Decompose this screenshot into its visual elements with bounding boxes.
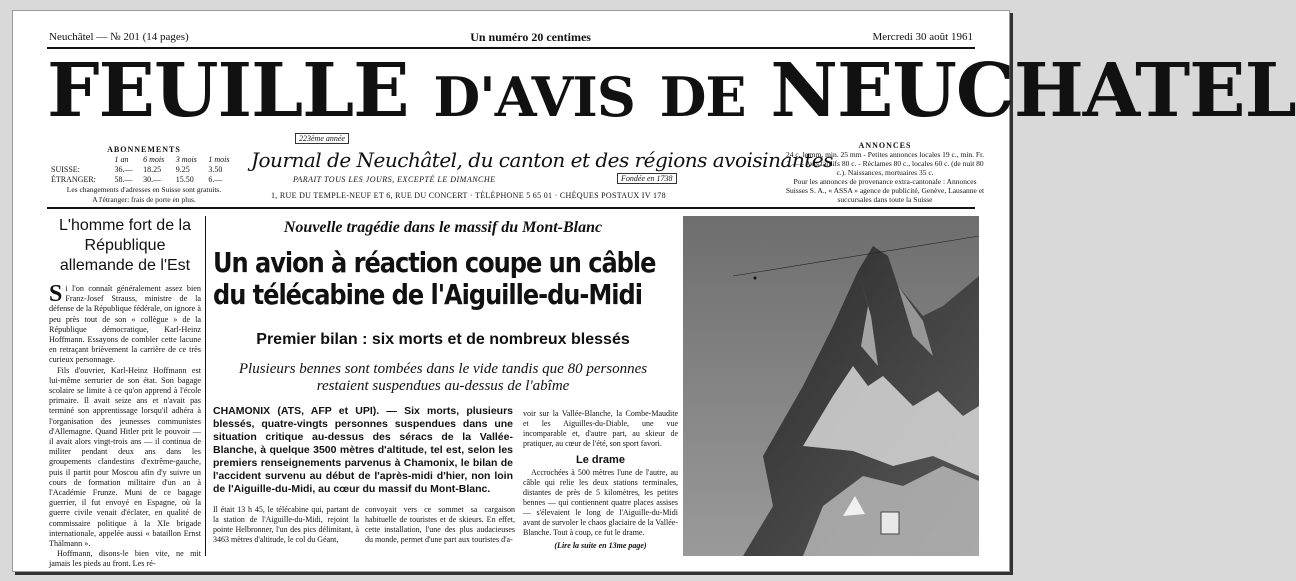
column-3-paragraph: Accrochées à 500 mètres l'une de l'autre, au câble qui relie les deux stations terminales, distantes de près de 5 kilomètres, les petites bennes — qui contiennent quatre places assises — s'élevaient le long de l'Aiguille-du-Midi avant de survoler le chaos glaciaire de la Vallée-Blanche. Tout à coup, ce fut le drame. [523, 468, 678, 537]
title-word-3: DE [659, 65, 746, 129]
column-divider [205, 216, 206, 556]
mountain-photo [683, 216, 979, 556]
left-article-paragraph: Hoffmann, disons-le bien vite, ne mit jamais les pieds au front. Les ré- [49, 549, 201, 569]
main-article-headline [213, 246, 656, 311]
table-cell: 6.— [208, 175, 223, 184]
left-article-body [49, 281, 201, 570]
subscriptions-header-row [49, 155, 239, 165]
drop-cap: S [49, 281, 63, 307]
subscriptions-table [49, 155, 239, 185]
main-article-kicker: Nouvelle tragédie dans le massif du Mont-Blanc [283, 219, 603, 236]
subscriptions-note-2: A l'étranger: frais de porte en plus. [92, 195, 196, 204]
publication-schedule: PARAIT TOUS LES JOURS, EXCEPTÉ LE DIMANCHE [293, 175, 496, 184]
mountain-photo-image [683, 216, 979, 556]
main-article-column-3 [523, 409, 678, 551]
table-cell: SUISSE: [51, 165, 80, 174]
newspaper-page [12, 10, 1296, 572]
table-cell: 30.— [143, 175, 162, 184]
price-info: Un numéro 20 centimes [470, 29, 591, 44]
headline-line-2: du télécabine de l'Aiguille-du-Midi [213, 278, 642, 311]
main-article-deck: Premier bilan : six morts et de nombreux blessés [256, 331, 630, 348]
newspaper-subtitle: Journal de Neuchâtel, du canton et des régions avoisinantes [251, 148, 833, 172]
main-article-column-1: Il était 13 h 45, le télécabine qui, partant de la station de l'Aiguille-du-Midi, rejoint la pointe Helbronner, l'un des pics délimitant, à 3463 mètres d'altitude, le col du Géant, [213, 505, 359, 544]
left-article-paragraph: i l'on connaît généralement assez bien Franz-Josef Strauss, ministre de la défense de la République fédérale, on ignore à peu près tout de son « collègue » de la République démocratique, Karl-Heinz Hoffmann. Essayons de combler cette lacune en retraçant brièvement la carrière de ce très curieux personnage. [49, 284, 201, 365]
title-word-1: FEUILLE [47, 48, 409, 134]
subscriptions-title: ABONNEMENTS [107, 145, 181, 154]
title-word-4: NEUCHATEL [770, 48, 1296, 134]
table-cell: 3.50 [208, 165, 223, 174]
ads-title: ANNONCES [858, 141, 912, 150]
ads-rates-box [785, 141, 985, 204]
table-cell: ÉTRANGER: [51, 175, 96, 184]
table-header: 3 mois [175, 155, 197, 164]
continued-link[interactable]: (Lire la suite en 13me page) [554, 541, 647, 550]
column-3-paragraph: voir sur la Vallée-Blanche, la Combe-Maudite et les Aiguilles-du-Diable, une vue incomparable et, d'autre part, au skieur de pratiquer, au cœur de l'été, son sport favori. [523, 409, 678, 448]
left-article-headline: L'homme fort de la République allemande de l'Est [58, 217, 191, 274]
main-article-subhead: Le drame [576, 454, 625, 466]
masthead [47, 48, 1296, 143]
table-header [49, 155, 113, 165]
left-article-paragraph: Fils d'ouvrier, Karl-Heinz Hoffmann est lui-même serrurier de son état. Son bagage scolaire se limite à ce qu'on apprend à l'école primaire. Il avait seize ans et n'avait pas terminé son apprentissage lorsqu'il adhéra à l'organisation des jeunesses communistes d'Allemagne. Quand Hitler prit le pouvoir — il avait alors vingt-trois ans — il continua de militer pendant deux ans dans les groupements clandestins d'extrême-gauche, puis il partit pour Moscou afin d'y suivre un cours de formation militaire d'un an à l'Académie Frunze. Muni de ce bagage guerrier, il fut envoyé en Espagne, où la guerre civile venait d'éclater, en qualité de commissaire politique à la XIe brigade internationale, appelée aussi « bataillon Ernst Thälmann ». [49, 365, 201, 549]
left-article [49, 216, 201, 569]
date-info: Mercredi 30 août 1961 [872, 31, 973, 43]
table-cell: 58.— [114, 175, 133, 184]
table-cell: 9.25 [175, 165, 190, 174]
table-cell: 15.50 [175, 175, 194, 184]
main-article-lead: CHAMONIX (ATS, AFP et UPI). — Six morts, plusieurs blessés, quatre-vingts personnes suspendues dans une situation critique au-dessus des séracs de la Vallée-Blanche, à quelque 3500 mètres d'altitude, tel est, selon les premiers renseignements parvenus à Chamonix, le bilan de l'accident survenu au début de l'après-midi d'hier, non loin de l'Aiguille-du-Midi, au cœur du massif du Mont-Blanc. [213, 405, 513, 495]
title-word-2: D'AVIS [433, 65, 635, 129]
ads-agency-text: Pour les annonces de provenance extra-cantonale : Annonces Suisses S. A., « ASSA » agence de publicité, Genève, Lausanne et succursales dans toute la Suisse [785, 177, 985, 204]
table-cell: 18.25 [143, 165, 162, 174]
ads-rates-text: 24 c. le mm, min. 25 mm - Petites annonces locales 19 c., min. Fr. 2.— - Avis tardifs 80 c. - Réclames 80 c., locales 60 c. (de nuit 80 c.). Naissances, mortuaires 35 c. [785, 150, 985, 177]
main-article-subdeck: Plusieurs bennes sont tombées dans le vide tandis que 80 personnes restaient suspendues au-dessus de l'abîme [238, 361, 648, 394]
top-info-strip [49, 29, 973, 45]
address-line: 1, RUE DU TEMPLE-NEUF ET 6, RUE DU CONCERT · TÉLÉPHONE 5 65 01 · CHÈQUES POSTAUX IV 178 [271, 191, 666, 200]
headline-line-1: Un avion à réaction coupe un câble [213, 246, 656, 279]
main-article-column-2: convoyait vers ce sommet sa cargaison habituelle de touristes et de skieurs. En effet, cette installation, l'une des plus audacieuses du monde, permet d'une part aux touristes d'a- [365, 505, 515, 544]
table-row [49, 175, 239, 185]
issue-info: Neuchâtel — № 201 (14 pages) [49, 31, 189, 43]
masthead-bottom-rule [47, 207, 975, 209]
table-header: 6 mois [143, 155, 165, 164]
founded-badge: Fondée en 1738 [617, 173, 677, 184]
subscriptions-note-1: Les changements d'adresses en Suisse sont gratuits. [66, 185, 222, 194]
year-badge: 223ème année [295, 133, 349, 144]
subscriptions-box [49, 145, 239, 205]
table-row [49, 165, 239, 175]
table-header: 1 an [114, 155, 129, 164]
newspaper-title [47, 48, 1296, 139]
table-header: 1 mois [208, 155, 230, 164]
table-cell: 36.— [114, 165, 133, 174]
